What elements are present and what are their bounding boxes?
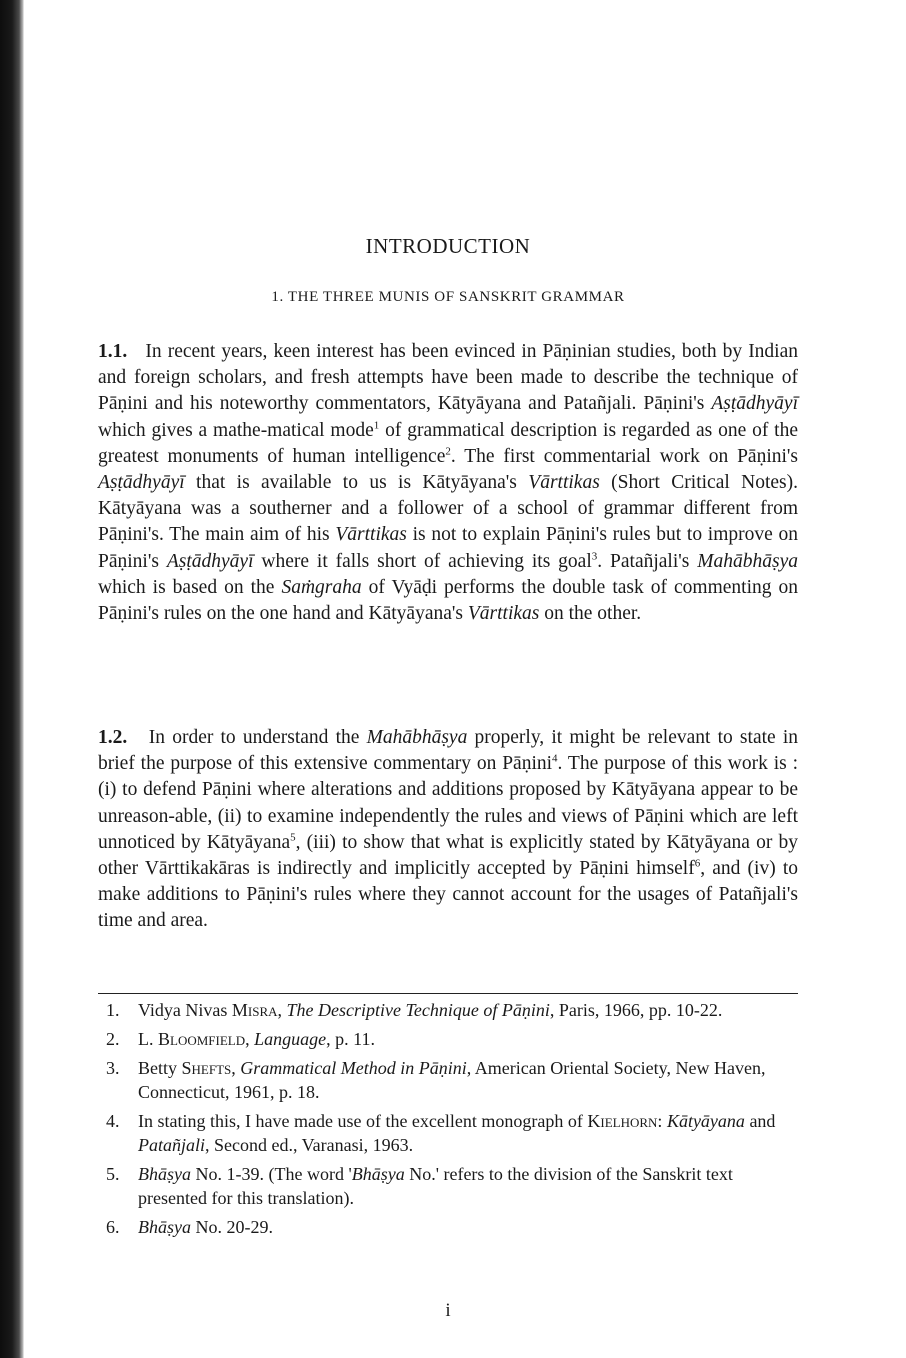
page-title: INTRODUCTION bbox=[365, 234, 531, 258]
footnote-2: 2. L. Bloomfield, Language, p. 11. bbox=[106, 1029, 375, 1049]
paragraph-number: 1.2. bbox=[98, 727, 128, 748]
footnote-4: 4. In stating this, I have made use of the excellent monograph of Kielhorn: Kātyāyana and Patañjali, Second ed., Varanasi, 1963. bbox=[106, 1111, 776, 1155]
footnote-divider bbox=[98, 993, 798, 994]
book-spine-shadow bbox=[0, 0, 24, 1358]
footnote-ref: 1 bbox=[373, 419, 380, 432]
paragraph-1-2: 1.2. In order to understand the Mahābhāṣya properly, it might be relevant to state in brief the purpose of this extensive commentary on Pāṇini$^4$. The purpose of this work is : (i) to defend Pāṇini where alterations and additions proposed by Kātyāyana appear to be unreason-able, (ii) to examine independently the rules and views of Pāṇini which are left unnoticed by Kātyāyana$^5$, (iii) to show that what is explicitly stated by Kātyāyana or by other Vārttikakāras is indirectly and implicitly accepted by Pāṇini himself$^6$, and (iv) to make additions to Pāṇini's rules where they cannot account for the usages of Patañjali's time and area. bbox=[98, 727, 799, 932]
footnote-5: 5. Bhāṣya No. 1-39. (The word 'Bhāṣya No.' refers to the division of the Sanskrit text presented for this translation). bbox=[106, 1164, 733, 1208]
footnote-ref: 2 bbox=[445, 445, 451, 458]
footnote-6: 6. Bhāṣya No. 20-29. bbox=[106, 1217, 273, 1237]
section-heading: 1. THE THREE MUNIS OF SANSKRIT GRAMMAR bbox=[271, 289, 625, 305]
footnote-1: 1. Vidya Nivas Misra, The Descriptive Technique of Pāṇini, Paris, 1966, pp. 10-22. bbox=[106, 1000, 723, 1020]
footnote-ref: 3 bbox=[591, 550, 598, 563]
page-number: i bbox=[445, 1300, 451, 1321]
footnote-ref: 5 bbox=[290, 831, 296, 844]
footnote-3: 3. Betty Shefts, Grammatical Method in Pāṇini, American Oriental Society, New Haven, Connecticut, 1961, p. 18. bbox=[106, 1058, 766, 1102]
footnotes bbox=[106, 998, 798, 1244]
page bbox=[98, 0, 798, 1358]
footnote-ref: 6 bbox=[694, 857, 701, 870]
paragraph-number: 1.1. bbox=[98, 341, 128, 362]
footnote-ref: 4 bbox=[552, 752, 558, 765]
paragraph-1-1: 1.1. In recent years, keen interest has been evinced in Pāṇinian studies, both by Indian and foreign scholars, and fresh attempts have been made to describe the technique of Pāṇini and his noteworthy commentators, Kātyāyana and Patañjali. Pāṇini's Aṣṭādhyāyī which gives a mathe-matical mode$^1$ of grammatical description is regarded as one of the greatest monuments of human intelligence$^2$. The first commentarial work on Pāṇini's Aṣṭādhyāyī that is available to us is Kātyāyana's Vārttikas (Short Critical Notes). Kātyāyana was a southerner and a follower of a school of grammar different from Pāṇini's. The main aim of his Vārttikas is not to explain Pāṇini's rules but to improve on Pāṇini's Aṣṭādhyāyī where it falls short of achieving its goal$^3$. Patañjali's Mahābhāṣya which is based on the Saṁgraha of Vyāḍi performs the double task of commenting on Pāṇini's rules on the one hand and Kātyāyana's Vārttikas on the other. bbox=[98, 341, 799, 625]
